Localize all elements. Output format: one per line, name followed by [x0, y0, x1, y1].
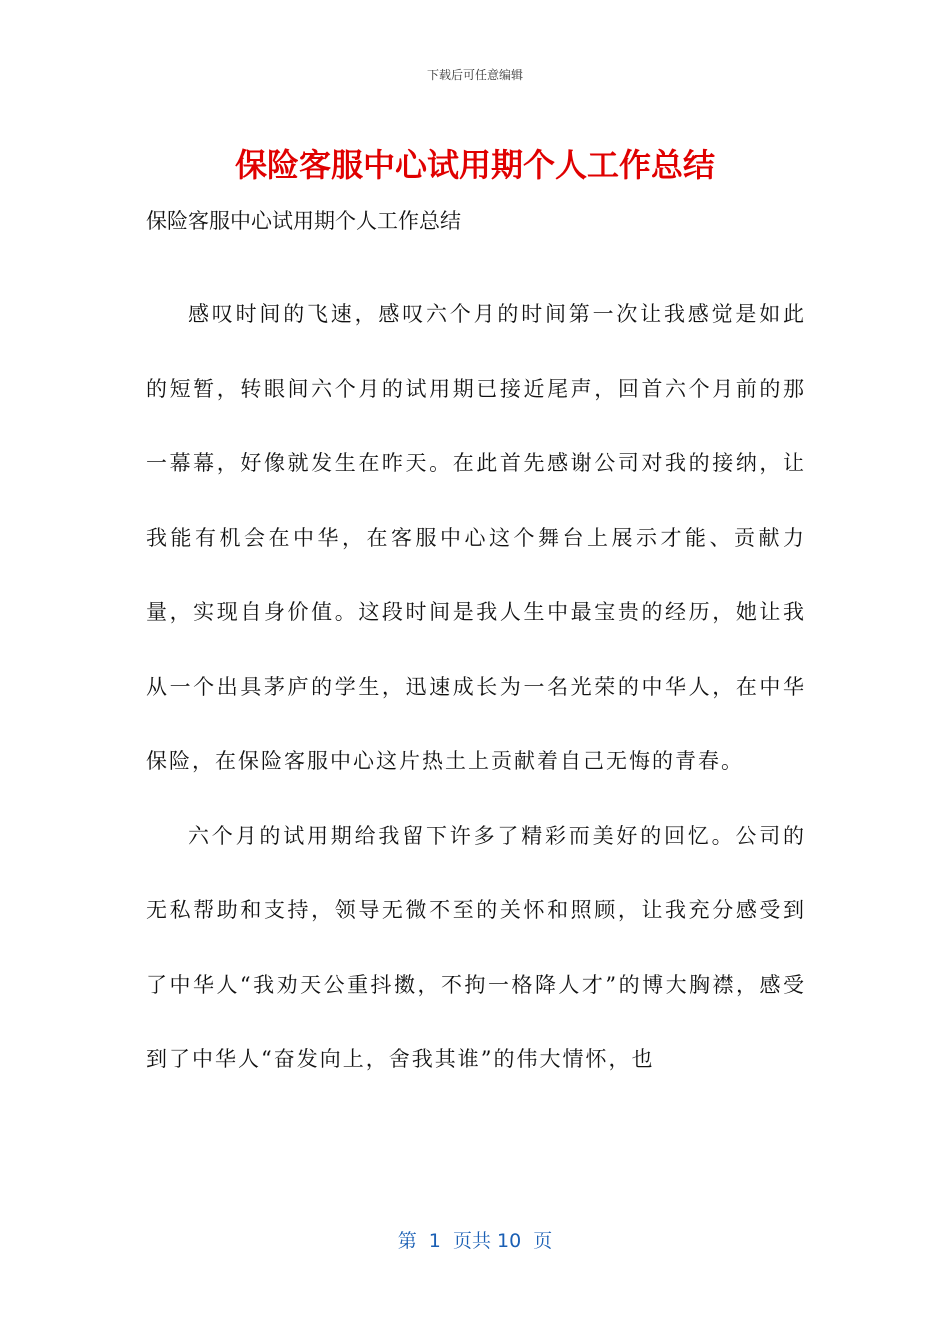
- paragraph: 六个月的试用期给我留下许多了精彩而美好的回忆。公司的无私帮助和支持，领导无微不至的关怀和照顾，让我充分感受到了中华人“我劝天公重抖擞，不拘一格降人才”的博大胸襟，感受到了中华人“奋发向上，舍我其谁”的伟大情怀，也: [146, 823, 806, 1071]
- page-number-footer: 第 1 页共 10 页: [397, 1230, 553, 1252]
- document-title: 保险客服中心试用期个人工作总结: [234, 146, 715, 184]
- header-note: 下载后可任意编辑: [426, 68, 523, 82]
- document-body: [146, 277, 806, 1097]
- paragraph: 感叹时间的飞速，感叹六个月的时间第一次让我感觉是如此的短暂，转眼间六个月的试用期已接近尾声，回首六个月前的那一幕幕，好像就发生在昨天。在此首先感谢公司对我的接纳，让我能有机会在中华，在客服中心这个舞台上展示才能、贡献力量，实现自身价值。这段时间是我人生中最宝贵的经历，她让我从一个出具茅庐的学生，迅速成长为一名光荣的中华人，在中华保险，在保险客服中心这片热土上贡献着自己无悔的青春。: [146, 302, 806, 773]
- document-subtitle: 保险客服中心试用期个人工作总结: [146, 209, 461, 233]
